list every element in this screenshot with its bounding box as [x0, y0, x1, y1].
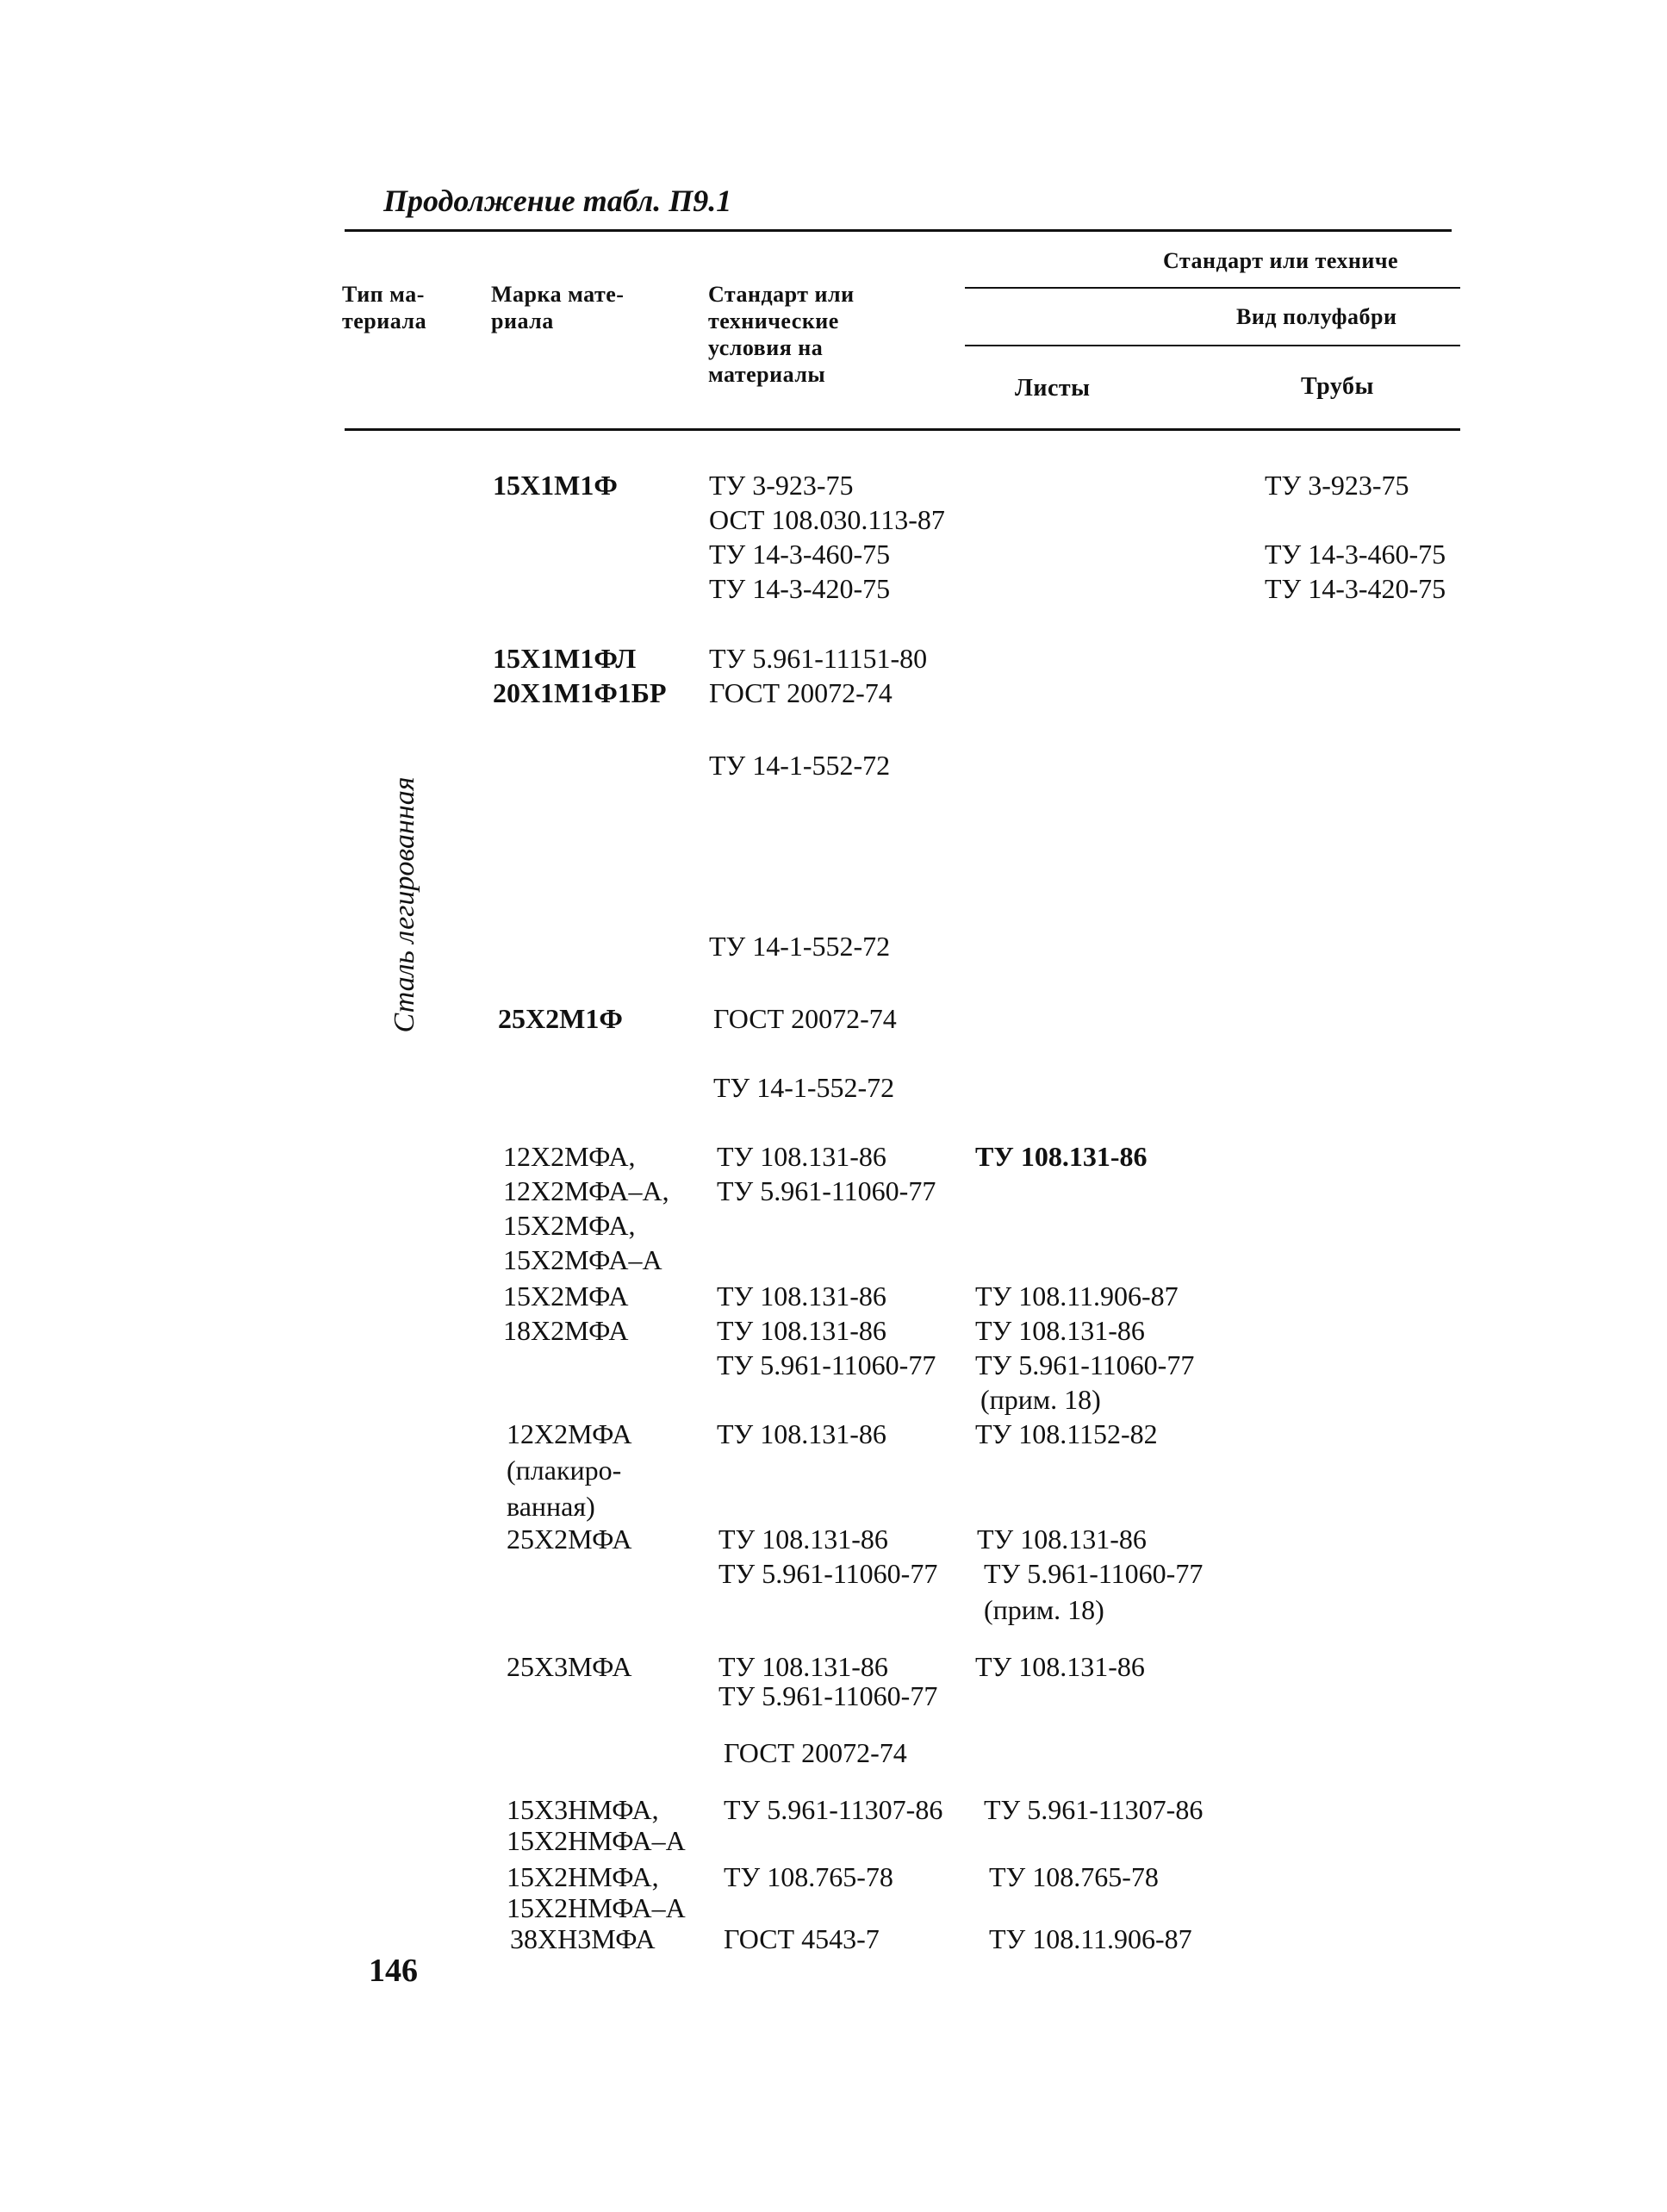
std-tu-14-3-420: ТУ 14-3-420-75: [709, 573, 891, 604]
grade-15x2nmfa: 15Х2НМФА,: [507, 1861, 659, 1892]
std-gost-4543: ГОСТ 4543-7: [724, 1923, 880, 1954]
std-tu-14-3-460: ТУ 14-3-460-75: [709, 539, 891, 570]
std-tu-108-131-a: ТУ 108.131-86: [717, 1141, 886, 1172]
table-caption: Продолжение табл. П9.1: [383, 184, 732, 218]
sheets-tu-108-765: ТУ 108.765-78: [989, 1861, 1159, 1892]
std-tu-108-131-e: ТУ 108.131-86: [718, 1523, 888, 1555]
header-sheets: Листы: [1015, 375, 1091, 402]
std-tu-108-765: ТУ 108.765-78: [724, 1861, 893, 1892]
sheets-tu-108-131-d: ТУ 108.131-86: [975, 1651, 1145, 1682]
group-rule-2: [965, 345, 1460, 346]
std-gost-20072-2: ГОСТ 20072-74: [713, 1003, 897, 1034]
group-rule-1: [965, 287, 1460, 289]
sheets-tu-108-11-906-b: ТУ 108.11.906-87: [989, 1923, 1192, 1954]
std-tu-5-961-11060-a: ТУ 5.961-11060-77: [717, 1175, 936, 1206]
header-group-standard: Стандарт или техниче: [1163, 248, 1399, 273]
grade-18x2mfa: 18Х2МФА: [503, 1315, 629, 1346]
std-tu-5-961-11060-d: ТУ 5.961-11060-77: [718, 1680, 938, 1711]
header-group-semiproduct: Вид полуфабри: [1236, 304, 1397, 329]
grade-15x1m1fl: 15Х1М1ФЛ: [493, 643, 637, 674]
header-material-standard: Стандарт или технические условия на материалы: [708, 282, 855, 387]
grade-15x2mfa-2: 15Х2МФА: [503, 1280, 629, 1312]
grade-12x2mfa-clad: 12Х2МФА: [507, 1418, 632, 1449]
sheets-tu-108-11-906-a: ТУ 108.11.906-87: [975, 1280, 1179, 1312]
grade-clad-note-1: (плакиро-: [507, 1455, 622, 1486]
header-bottom-rule: [345, 428, 1460, 431]
std-gost-20072-3: ГОСТ 20072-74: [724, 1737, 907, 1768]
material-type-label: Сталь легированная: [389, 776, 420, 1033]
grade-12x2mfa: 12Х2МФА,: [503, 1141, 636, 1172]
grade-15x2nmfa-a-1: 15Х2НМФА–А: [507, 1825, 686, 1856]
pipes-tu-3-923-75: ТУ 3-923-75: [1265, 470, 1409, 501]
std-tu-5-961-11151: ТУ 5.961-11151-80: [709, 643, 928, 674]
sheets-note-18-b: (прим. 18): [984, 1594, 1104, 1625]
page-number: 146: [369, 1953, 418, 1989]
std-tu-14-1-552-1: ТУ 14-1-552-72: [709, 750, 891, 781]
grade-12x2mfa-a: 12Х2МФА–А,: [503, 1175, 669, 1206]
std-tu-108-131-b: ТУ 108.131-86: [717, 1280, 886, 1312]
sheets-tu-108-131-c: ТУ 108.131-86: [977, 1523, 1147, 1555]
std-tu-5-961-11307: ТУ 5.961-11307-86: [724, 1794, 943, 1825]
std-tu-108-131-c: ТУ 108.131-86: [717, 1315, 886, 1346]
header-material-grade: Марка мате- риала: [491, 282, 625, 333]
grade-20x1m1f1br: 20Х1М1Ф1БР: [493, 677, 667, 708]
grade-25x2m1f: 25Х2М1Ф: [498, 1003, 623, 1034]
std-gost-20072-1: ГОСТ 20072-74: [709, 677, 893, 708]
grade-clad-note-2: ванная): [507, 1491, 595, 1522]
pipes-tu-14-3-460: ТУ 14-3-460-75: [1265, 539, 1446, 570]
std-tu-14-1-552-2: ТУ 14-1-552-72: [709, 931, 891, 962]
grade-15x1m1f: 15Х1М1Ф: [493, 470, 618, 501]
header-pipes: Трубы: [1301, 373, 1374, 400]
std-tu-108-131-d: ТУ 108.131-86: [717, 1418, 886, 1449]
std-ost-108-030: ОСТ 108.030.113-87: [709, 504, 945, 535]
grade-15x2mfa-a: 15Х2МФА–А: [503, 1244, 662, 1275]
header-top-rule: [345, 229, 1452, 232]
sheets-tu-5-961-11307: ТУ 5.961-11307-86: [984, 1794, 1204, 1825]
std-tu-5-961-11060-c: ТУ 5.961-11060-77: [718, 1558, 938, 1589]
sheets-tu-5-961-11060-b: ТУ 5.961-11060-77: [984, 1558, 1204, 1589]
grade-25x2mfa: 25Х2МФА: [507, 1523, 632, 1555]
std-tu-5-961-11060-b: ТУ 5.961-11060-77: [717, 1349, 936, 1380]
sheets-tu-5-961-11060-a: ТУ 5.961-11060-77: [975, 1349, 1195, 1380]
grade-25x3mfa: 25Х3МФА: [507, 1651, 632, 1682]
header-material-type: Тип ма- териала: [342, 282, 427, 333]
std-tu-108-131-f: ТУ 108.131-86: [718, 1651, 888, 1682]
grade-15x3nmfa: 15Х3НМФА,: [507, 1794, 659, 1825]
sheets-tu-108-131-b: ТУ 108.131-86: [975, 1315, 1145, 1346]
std-tu-3-923-75: ТУ 3-923-75: [709, 470, 854, 501]
grade-38xn3mfa: 38ХН3МФА: [510, 1923, 656, 1954]
sheets-note-18-a: (прим. 18): [980, 1384, 1101, 1415]
grade-15x2nmfa-a-2: 15Х2НМФА–А: [507, 1892, 686, 1923]
std-tu-14-1-552-3: ТУ 14-1-552-72: [713, 1072, 895, 1103]
sheets-tu-108-1152: ТУ 108.1152-82: [975, 1418, 1158, 1449]
sheets-tu-108-131-a: ТУ 108.131-86: [975, 1141, 1148, 1172]
pipes-tu-14-3-420: ТУ 14-3-420-75: [1265, 573, 1446, 604]
grade-15x2mfa-1: 15Х2МФА,: [503, 1210, 636, 1241]
